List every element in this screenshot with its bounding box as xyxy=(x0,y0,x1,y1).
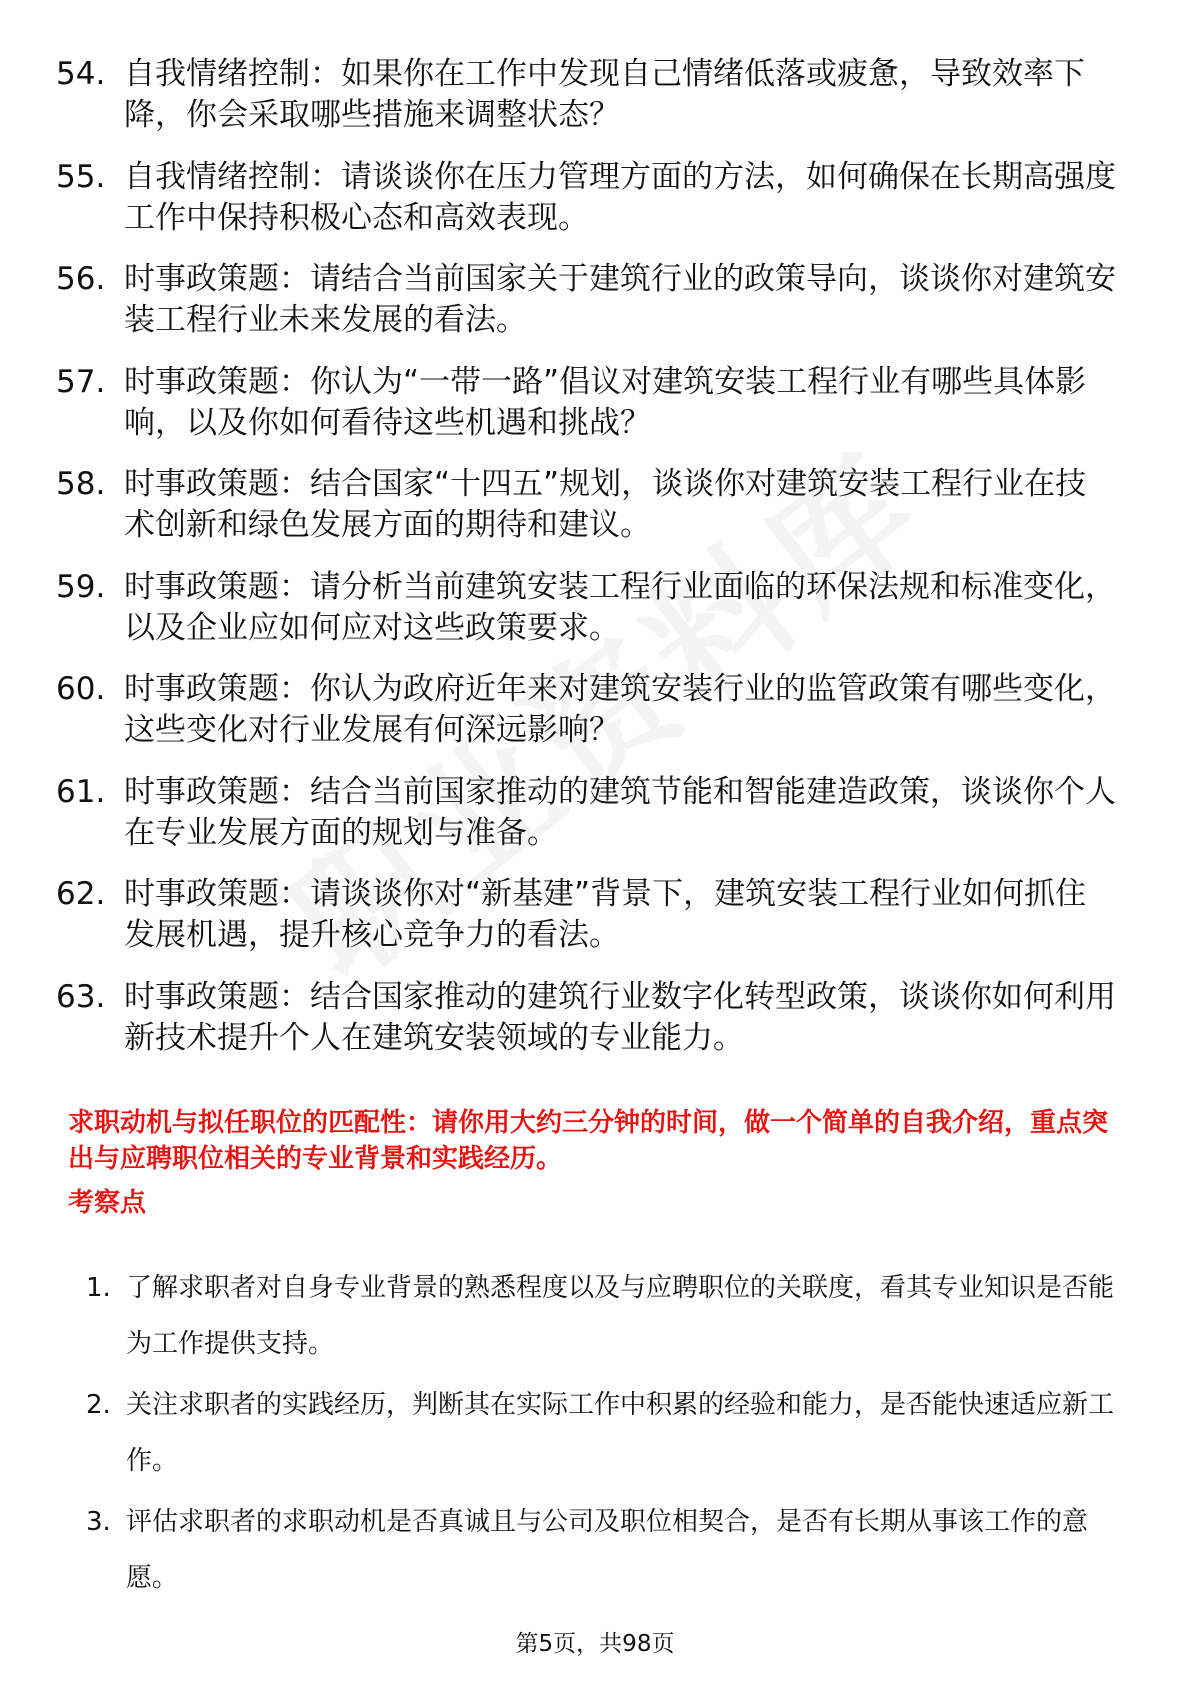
question-item xyxy=(56,874,1116,956)
question-item xyxy=(56,157,1116,239)
question-text: 时事政策题：请谈谈你对“新基建”背景下，建筑安装工程行业如何抓住发展机遇，提升核心竞争力的看法。 xyxy=(124,876,1087,953)
highlight-question: 求职动机与拟任职位的匹配性：请你用大约三分钟的时间，做一个简单的自我介绍，重点突出与应聘职位相关的专业背景和实践经历。 xyxy=(68,1108,1109,1174)
question-number: 55. xyxy=(56,158,106,195)
focus-point-item xyxy=(86,1494,1116,1606)
question-text: 时事政策题：请分析当前建筑安装工程行业面临的环保法规和标准变化，以及企业应如何应对这些政策要求。 xyxy=(124,568,1116,646)
point-number: 3. xyxy=(86,1507,111,1537)
question-number: 61. xyxy=(56,773,106,810)
question-text: 时事政策题：结合国家推动的建筑行业数字化转型政策，谈谈你如何利用新技术提升个人在建筑安装领域的专业能力。 xyxy=(124,978,1116,1056)
focus-point-item xyxy=(86,1377,1116,1489)
question-number: 63. xyxy=(56,978,106,1015)
question-number: 54. xyxy=(56,56,106,92)
point-text: 关注求职者的实践经历，判断其在实际工作中积累的经验和能力，是否能快速适应新工作。 xyxy=(126,1390,1115,1476)
question-number: 60. xyxy=(56,671,106,707)
question-text: 时事政策题：结合当前国家推动的建筑节能和智能建造政策，谈谈你个人在专业发展方面的规划与准备。 xyxy=(124,773,1116,851)
point-text: 了解求职者对自身专业背景的熟悉程度以及与应聘职位的关联度，看其专业知识是否能为工作提供支持。 xyxy=(126,1273,1115,1359)
question-text: 时事政策题：你认为政府近年来对建筑安装行业的监管政策有哪些变化，这些变化对行业发展有何深远影响？ xyxy=(124,671,1116,748)
question-item xyxy=(56,977,1116,1059)
question-number: 62. xyxy=(56,876,106,912)
point-text: 评估求职者的求职动机是否真诚且与公司及职位相契合，是否有长期从事该工作的意愿。 xyxy=(126,1507,1089,1593)
question-number: 57. xyxy=(56,363,106,400)
question-number: 59. xyxy=(56,568,106,605)
focus-points-list xyxy=(86,1260,1116,1611)
question-item xyxy=(56,259,1116,341)
question-number: 58. xyxy=(56,466,106,502)
question-item xyxy=(56,567,1116,649)
point-number: 2. xyxy=(86,1390,111,1420)
question-text: 时事政策题：结合国家“十四五”规划，谈谈你对建筑安装工程行业在技术创新和绿色发展方面的期待和建议。 xyxy=(124,466,1087,543)
question-item xyxy=(56,464,1116,546)
question-item xyxy=(56,54,1116,136)
question-number: 56. xyxy=(56,261,106,297)
question-text: 自我情绪控制：如果你在工作中发现自己情绪低落或疲惫，导致效率下降，你会采取哪些措施来调整状态？ xyxy=(124,56,1085,133)
question-list xyxy=(56,54,1116,1079)
question-item xyxy=(56,362,1116,444)
focus-point-item xyxy=(86,1260,1116,1372)
question-text: 自我情绪控制：请谈谈你在压力管理方面的方法，如何确保在长期高强度工作中保持积极心态和高效表现。 xyxy=(124,158,1116,236)
question-text: 时事政策题：你认为“一带一路”倡议对建筑安装工程行业有哪些具体影响，以及你如何看待这些机遇和挑战？ xyxy=(124,363,1087,441)
point-number: 1. xyxy=(86,1273,111,1303)
question-item xyxy=(56,669,1116,751)
question-text: 时事政策题：请结合当前国家关于建筑行业的政策导向，谈谈你对建筑安装工程行业未来发展的看法。 xyxy=(124,261,1116,338)
question-item xyxy=(56,772,1116,854)
focus-points-title: 考察点 xyxy=(68,1188,147,1218)
page-footer: 第5页，共98页 xyxy=(515,1631,675,1657)
